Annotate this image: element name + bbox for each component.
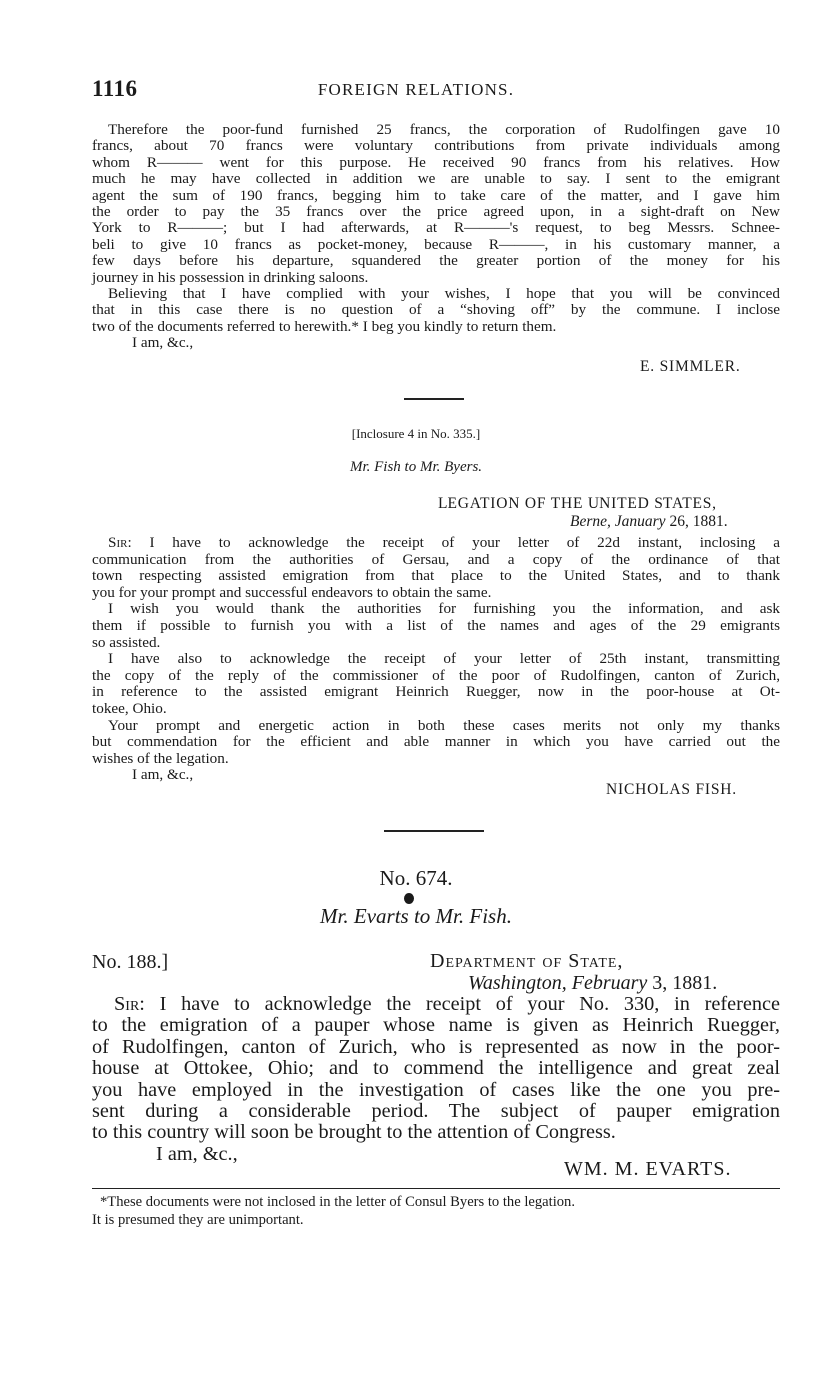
text-line: tokee, Ohio. <box>92 699 167 717</box>
page-number: 1116 <box>92 76 138 101</box>
text-line: the order to pay the 35 francs over the price agreed upon, in a sight-draft on New <box>92 203 780 221</box>
text-line: but commendation for the efficient and able manner in which you have carried out the <box>92 733 780 751</box>
simmler-paragraph-1 <box>92 122 780 286</box>
text-line: wishes of the legation. <box>92 749 229 767</box>
text-line: you have employed in the investigation of cases like the one you pre- <box>92 1078 780 1101</box>
text-line: I wish you would thank the authorities for furnishing you the information, and ask <box>108 600 780 618</box>
text-line: two of the documents referred to herewith.* I beg you kindly to return them. <box>92 317 557 335</box>
salutation-smallcaps: Sir: <box>108 534 132 551</box>
text-line: I have also to acknowledge the receipt of your letter of 25th instant, transmitting <box>108 650 780 668</box>
text-line: agent the sum of 190 francs, begging him to take care of the matter, and I gave him <box>92 186 780 204</box>
closing-line: I am, &c., <box>156 1142 238 1165</box>
text-line: francs, about 70 francs were voluntary contributions from private individuals among <box>92 137 780 155</box>
text-line: Your prompt and energetic action in both these cases merits not only my thanks <box>108 716 780 734</box>
running-head: FOREIGN RELATIONS. <box>317 80 515 99</box>
text-line: the copy of the reply of the commissioner of the poor of Rudolfingen, canton of Zurich, <box>92 666 780 684</box>
legation-date: Berne, January 26, 1881. <box>570 513 728 530</box>
footnote-line: It is presumed they are unimportant. <box>92 1211 304 1228</box>
text-line: so assisted. <box>92 633 161 651</box>
footnote-line: *These documents were not inclosed in the letter of Consul Byers to the legation. <box>100 1194 575 1210</box>
text-line: of Rudolfingen, canton of Zurich, who is represented as now in the poor- <box>92 1035 780 1058</box>
fish-letter-body <box>92 535 780 784</box>
text-line: much he may have collected in addition we are unable to say. I sent to the emigrant <box>92 170 780 188</box>
salutation-smallcaps: Sir: <box>114 993 145 1015</box>
department-date: Washington, February 3, 1881. <box>468 972 718 994</box>
section-rule <box>404 398 464 400</box>
document-title: Mr. Evarts to Mr. Fish. <box>320 904 512 928</box>
text-line: communication from the authorities of Gersau, and a copy of the ordinance of that <box>92 550 780 568</box>
text-line: Believing that I have complied with your wishes, I hope that you will be convinced <box>108 285 780 303</box>
department-heading: Department of State, <box>430 950 624 972</box>
text-line: York to R———; but I had afterwards, at R———'s request, to beg Messrs. Schnee- <box>92 219 780 237</box>
signature-evarts: WM. M. EVARTS. <box>564 1158 732 1180</box>
simmler-paragraph-2 <box>92 286 780 335</box>
ink-blot <box>404 893 414 904</box>
fish-paragraph-4 <box>92 718 780 768</box>
text-line: Therefore the poor-fund furnished 25 francs, the corporation of Rudolfingen gave 10 <box>108 121 780 138</box>
text-line: to the emigration of a pauper whose name is given as Heinrich Ruegger, <box>92 1014 780 1037</box>
fish-paragraph-1 <box>92 535 780 601</box>
text-line: in reference to the assisted emigrant Heinrich Ruegger, now in the poor-house at Ot- <box>92 683 780 701</box>
text-line: whom R——— went for this purpose. He received 90 francs from his relatives. How <box>92 153 780 171</box>
closing-line: I am, &c., <box>132 766 194 784</box>
evarts-letter-body <box>92 994 780 1165</box>
closing-line: I am, &c., <box>132 334 194 352</box>
inclosure-label: [Inclosure 4 in No. 335.] <box>351 426 481 441</box>
text-line: journey in his possession in drinking saloons. <box>92 268 369 286</box>
text-line: town respecting assisted emigration from that place to the United States, and to thank <box>92 567 780 585</box>
reference-number: No. 188.] <box>92 951 169 973</box>
text-line: that in this case there is no question of a “shoving off” by the commune. I inclose <box>92 301 780 319</box>
signature-simmler: E. SIMMLER. <box>640 358 741 375</box>
evarts-paragraph <box>92 994 780 1144</box>
text-line: you for your prompt and successful endeavors to obtain the same. <box>92 583 492 601</box>
section-rule <box>384 830 484 832</box>
inclosure-title: Mr. Fish to Mr. Byers. <box>349 459 483 475</box>
signature-fish: NICHOLAS FISH. <box>606 781 737 798</box>
text-line: house at Ottokee, Ohio; and to commend the intelligence and great zeal <box>92 1057 780 1080</box>
simmler-letter-body <box>92 122 780 352</box>
footnote-rule <box>92 1188 780 1189</box>
text-line: few days before his departure, squandered the greater portion of the money for his <box>92 252 780 270</box>
text-line: sent during a considerable period. The subject of pauper emigration <box>92 1100 780 1123</box>
document-number: No. 674. <box>379 866 453 890</box>
text-line: them if possible to furnish you with a list of the names and ages of the 29 emigrants <box>92 616 780 634</box>
fish-paragraph-3 <box>92 651 780 717</box>
text-line: beli to give 10 francs as pocket-money, because R———, in his customary manner, a <box>92 235 780 253</box>
fish-paragraph-2 <box>92 601 780 651</box>
text-line: Sir: I have to acknowledge the receipt of your letter of 22d instant, inclosing a <box>108 534 780 551</box>
text-line: to this country will soon be brought to the attention of Congress. <box>92 1121 616 1144</box>
legation-heading: LEGATION OF THE UNITED STATES, <box>438 495 717 512</box>
footnote <box>92 1194 780 1229</box>
text-line: Sir: I have to acknowledge the receipt of your No. 330, in reference <box>114 993 780 1015</box>
